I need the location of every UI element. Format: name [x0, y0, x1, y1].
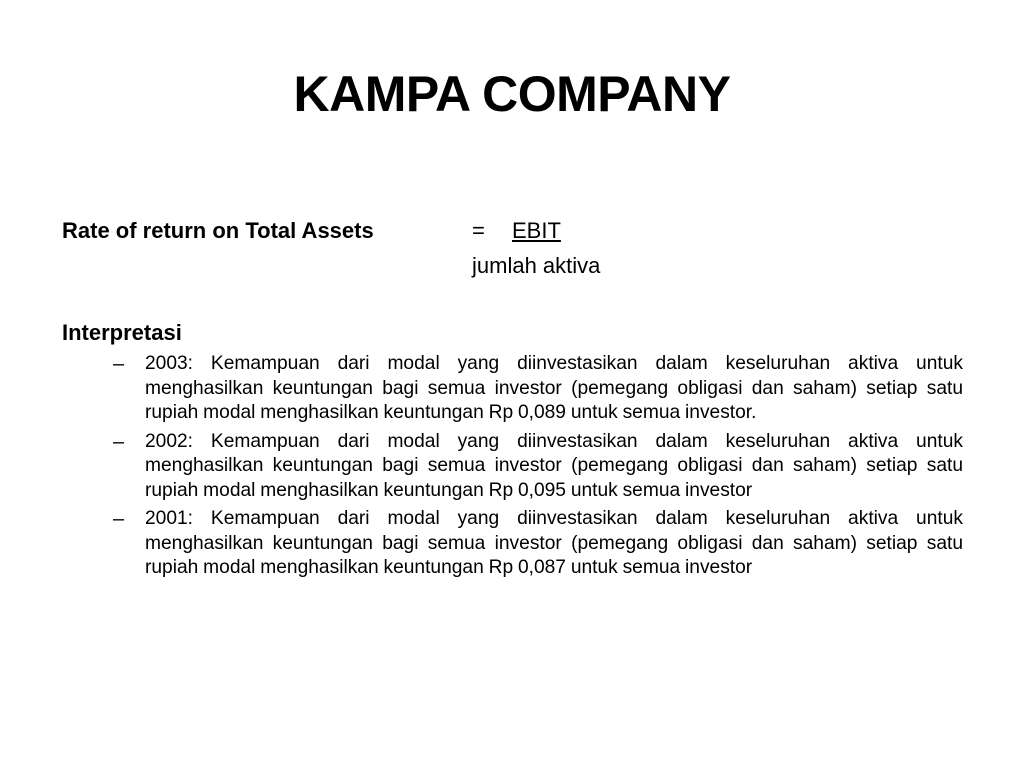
list-item — [113, 352, 963, 426]
formula-denominator: jumlah aktiva — [472, 253, 601, 278]
list-item — [113, 507, 963, 581]
list-item-text: 2003: Kemampuan dari modal yang diinvestasikan dalam keseluruhan aktiva untuk menghasilkan keuntungan bagi semua investor (pemegang obligasi dan saham) setiap satu rupiah modal menghasilkan keuntungan Rp 0,089 untuk semua investor. — [145, 353, 963, 423]
dash-bullet-icon: – — [113, 430, 125, 453]
list-item-text: 2001: Kemampuan dari modal yang diinvestasikan dalam keseluruhan aktiva untuk menghasilkan keuntungan bagi semua investor (pemegang obligasi dan saham) setiap satu rupiah modal menghasilkan keuntungan Rp 0,087 untuk semua investor — [145, 508, 963, 578]
formula-numerator: EBIT — [512, 218, 561, 243]
formula-equals-sign: = — [472, 218, 485, 243]
dash-bullet-icon: – — [113, 353, 125, 375]
interpretation-list — [113, 352, 963, 585]
formula-label: Rate of return on Total Assets — [62, 218, 374, 243]
list-item — [113, 430, 963, 504]
section-heading-interpretasi: Interpretasi — [62, 320, 182, 345]
list-item-text: 2002: Kemampuan dari modal yang diinvestasikan dalam keseluruhan aktiva untuk menghasilkan keuntungan bagi semua investor (pemegang obligasi dan saham) setiap satu rupiah modal menghasilkan keuntungan Rp 0,095 untuk semua investor — [145, 430, 963, 501]
dash-bullet-icon: – — [113, 508, 125, 530]
slide-title: KAMPA COMPANY — [293, 66, 731, 122]
